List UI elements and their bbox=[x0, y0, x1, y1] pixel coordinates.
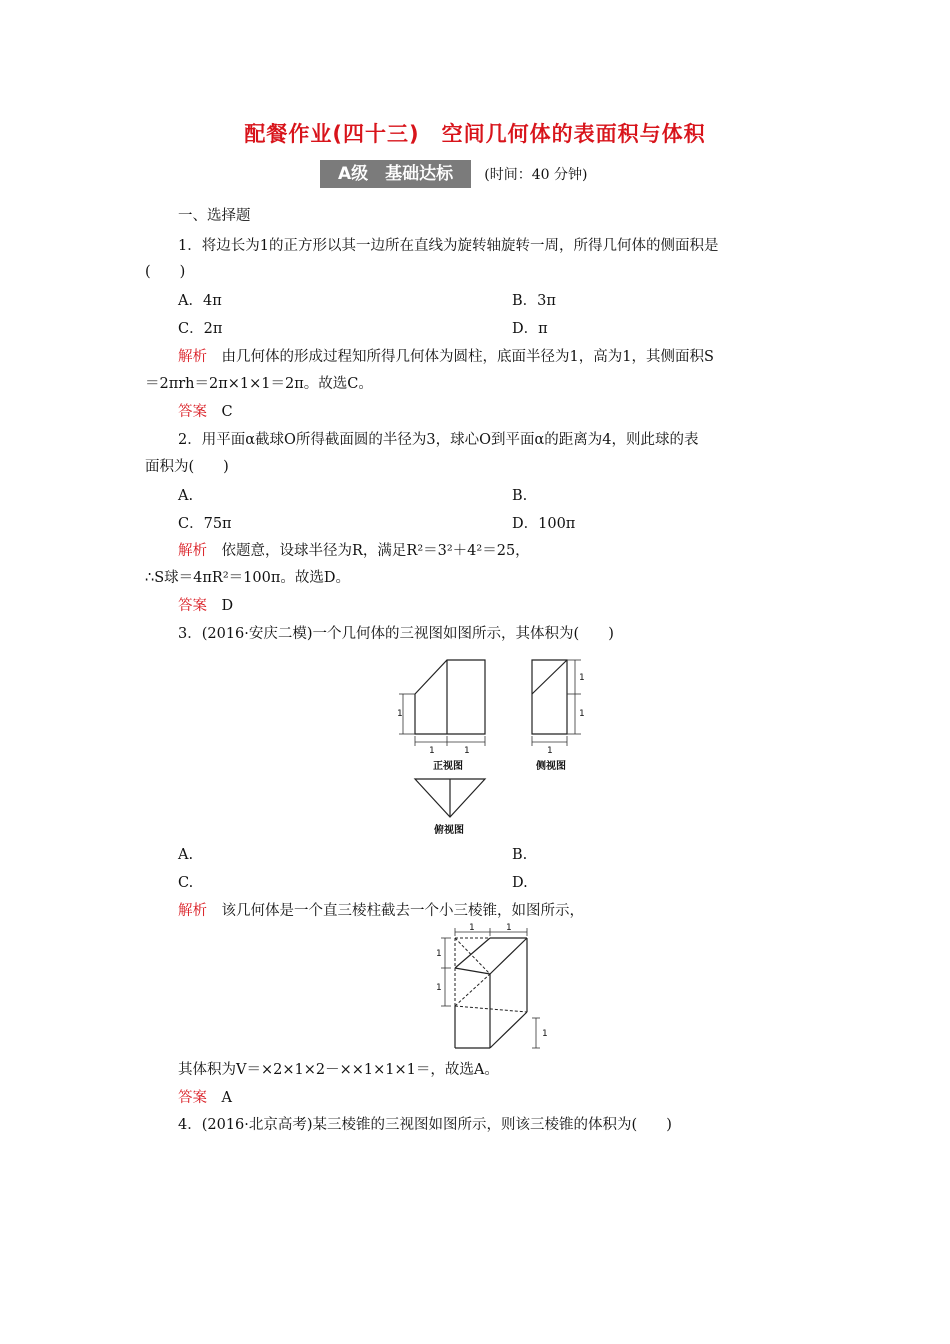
q3-analysis-text: 该几何体是一个直三棱柱截去一个小三棱锥，如图所示， bbox=[207, 903, 584, 919]
front-view-outline bbox=[415, 660, 485, 734]
q2-stem-line1: 2．用平面α截球O所得截面圆的半径为3，球心O到平面α的距离为4，则此球的表 bbox=[178, 432, 699, 448]
side-view-label: 侧视图 bbox=[536, 761, 566, 772]
q2-option-c: C．75π bbox=[178, 516, 232, 532]
section-heading: 一、选择题 bbox=[178, 208, 251, 224]
front-view-label: 正视图 bbox=[433, 761, 463, 772]
answer-label: 答案 bbox=[178, 1090, 207, 1106]
q2-analysis-line1 bbox=[178, 541, 843, 561]
q3-option-b: B. bbox=[512, 847, 528, 863]
q3-option-a: A. bbox=[178, 847, 194, 863]
answer-label: 答案 bbox=[178, 404, 207, 420]
q1-analysis-line2: ＝2πrh＝2π×1×1＝2π。故选C。 bbox=[145, 376, 373, 392]
dim-label: 1 bbox=[542, 1029, 548, 1039]
q2-analysis-line2: ∴S球＝4πR²＝100π。故选D。 bbox=[145, 570, 350, 586]
top-view-label: 俯视图 bbox=[434, 825, 464, 836]
q2-analysis-text: 依题意，设球半径为R，满足R²＝3²＋4²＝25， bbox=[207, 543, 530, 559]
dim-label: 1 bbox=[436, 983, 442, 993]
q1-answer-value: C bbox=[207, 404, 233, 420]
q4-stem: 4．(2016·北京高考)某三棱锥的三视图如图所示，则该三棱锥的体积为( ) bbox=[178, 1117, 672, 1133]
dim-label: 1 bbox=[436, 949, 442, 959]
dim-label: 1 bbox=[429, 746, 435, 756]
q3-volume-line: 其体积为V＝×2×1×2－××1×1×1＝，故选A。 bbox=[178, 1062, 499, 1078]
dim-label: 1 bbox=[464, 746, 470, 756]
q1-option-b: B．3π bbox=[512, 293, 556, 309]
analysis-label: 解析 bbox=[178, 349, 207, 365]
time-limit: (时间：40 分钟) bbox=[484, 167, 588, 183]
q2-answer bbox=[178, 596, 843, 616]
q3-answer-value: A bbox=[207, 1090, 232, 1106]
q1-analysis-text: 由几何体的形成过程知所得几何体为圆柱，底面半径为1，高为1，其侧面积S bbox=[207, 349, 714, 365]
q2-option-d: D．100π bbox=[512, 516, 576, 532]
dim-label: 1 bbox=[506, 923, 512, 933]
side-view-outline bbox=[532, 660, 567, 734]
q2-answer-value: D bbox=[207, 598, 234, 614]
q2-option-b: B. bbox=[512, 488, 528, 504]
dim-label: 1 bbox=[469, 923, 475, 933]
analysis-label: 解析 bbox=[178, 903, 207, 919]
dim-label: 1 bbox=[579, 709, 585, 719]
q2-option-a: A. bbox=[178, 488, 194, 504]
prism-figure bbox=[435, 923, 555, 1056]
q3-stem: 3．(2016·安庆二模)一个几何体的三视图如图所示，其体积为( ) bbox=[178, 626, 614, 642]
dim-label: 1 bbox=[579, 673, 585, 683]
q3-option-c: C. bbox=[178, 875, 194, 891]
q3-answer bbox=[178, 1088, 843, 1108]
page-title: 配餐作业(四十三) 空间几何体的表面积与体积 bbox=[244, 122, 706, 146]
three-view-figure bbox=[385, 652, 605, 837]
q1-stem-line1: 1．将边长为1的正方形以其一边所在直线为旋转轴旋转一周，所得几何体的侧面积是 bbox=[178, 238, 719, 254]
q1-option-a: A．4π bbox=[178, 293, 222, 309]
analysis-label: 解析 bbox=[178, 543, 207, 559]
level-header bbox=[320, 160, 587, 190]
q3-analysis-line1 bbox=[178, 901, 843, 921]
q1-analysis-line1 bbox=[178, 347, 843, 367]
dim-label: 1 bbox=[547, 746, 553, 756]
q2-stem-line2: 面积为( ) bbox=[145, 459, 229, 475]
q3-option-d: D. bbox=[512, 875, 528, 891]
level-badge: A级 基础达标 bbox=[320, 160, 471, 188]
side-view-diagonal bbox=[532, 660, 567, 694]
dim-label: 1 bbox=[397, 709, 403, 719]
q1-option-d: D．π bbox=[512, 321, 548, 337]
q1-answer bbox=[178, 402, 843, 422]
answer-label: 答案 bbox=[178, 598, 207, 614]
q1-option-c: C．2π bbox=[178, 321, 223, 337]
q1-stem-line2: ( ) bbox=[145, 264, 186, 280]
